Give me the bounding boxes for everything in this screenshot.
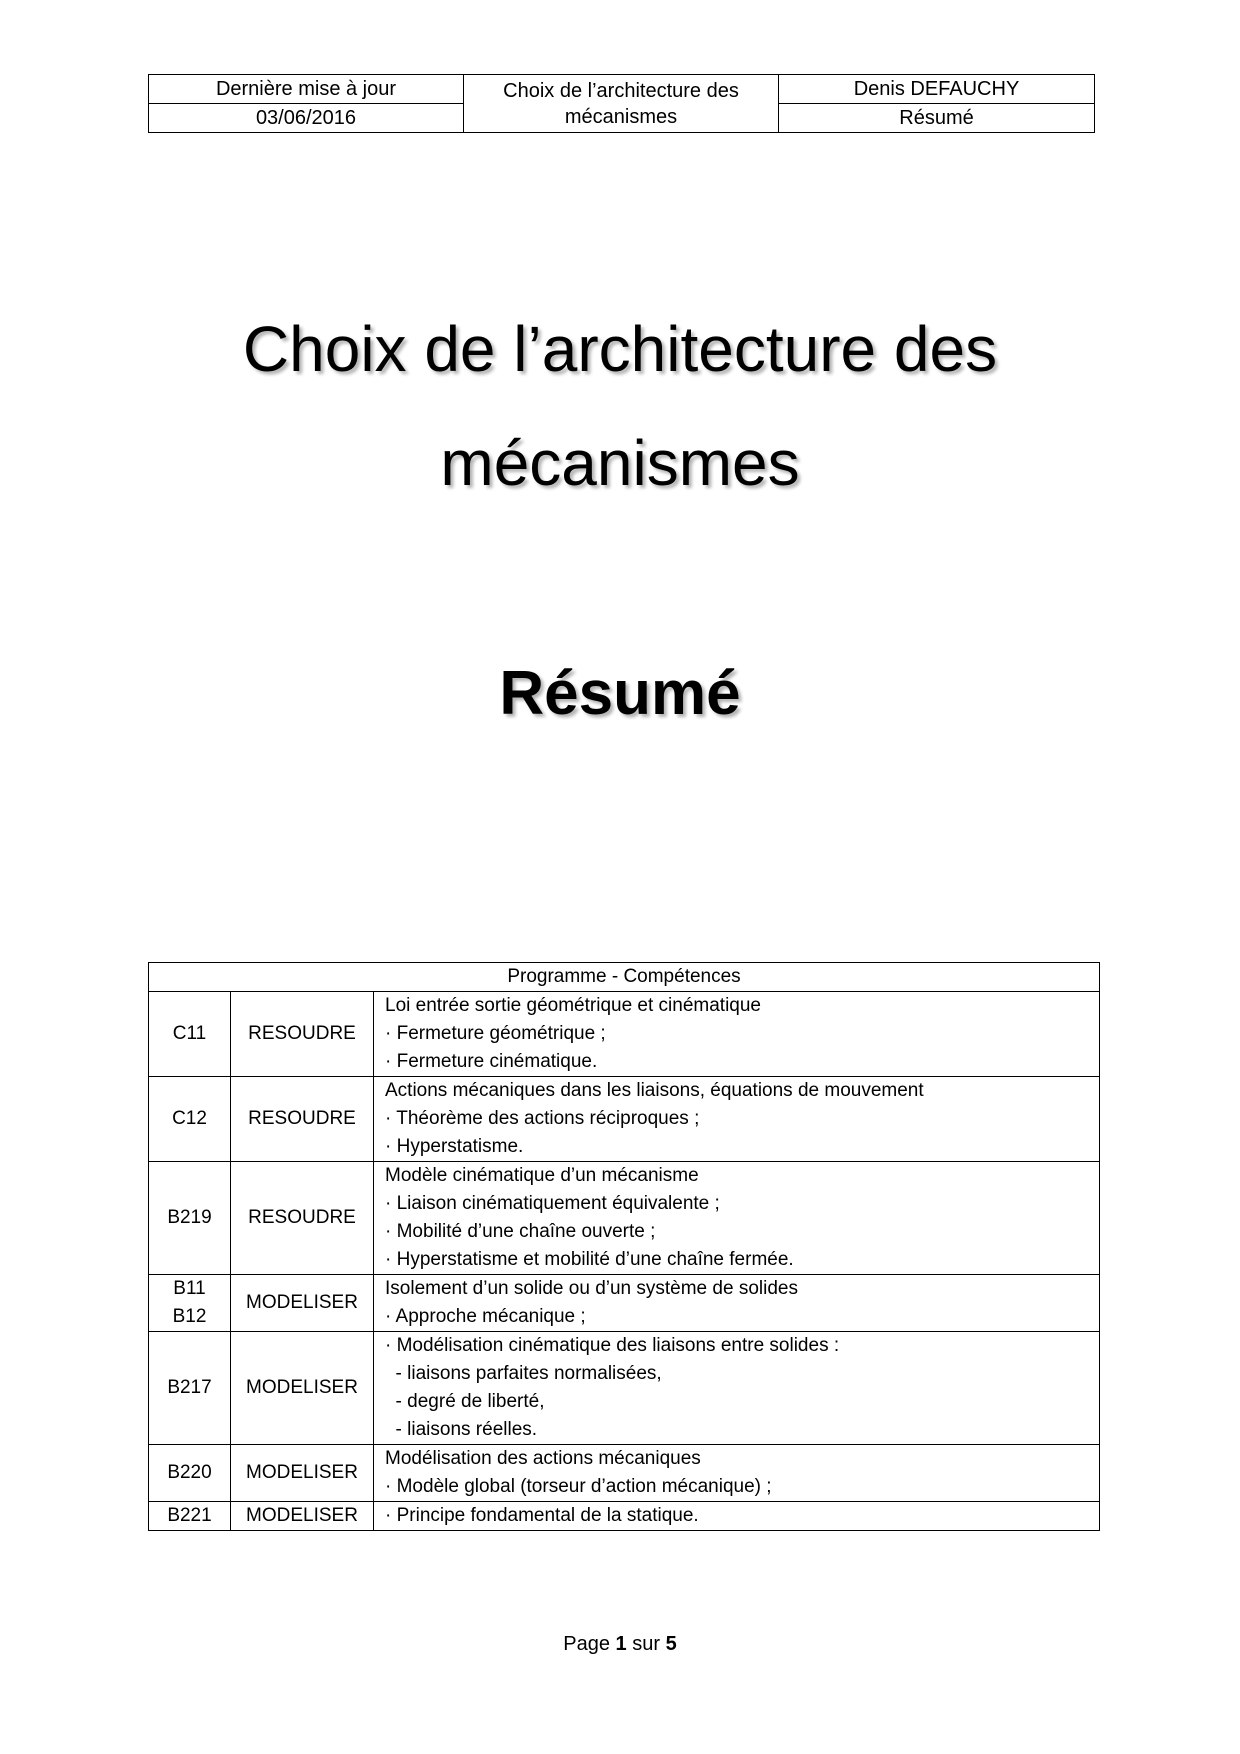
competence-description-line: · Principe fondamental de la statique.: [385, 1505, 699, 1526]
competence-verb: RESOUDRE: [231, 1077, 374, 1162]
page-title-line-2: mécanismes: [440, 427, 800, 499]
competence-code-value: B12: [172, 1306, 207, 1327]
competences-heading: Programme - Compétences: [149, 963, 1100, 992]
footer-page-current: 1: [615, 1633, 627, 1655]
competence-description: [374, 1162, 1100, 1275]
competence-verb: RESOUDRE: [231, 992, 374, 1077]
competence-description-line: Isolement d’un solide ou d’un système de solides: [385, 1278, 798, 1299]
competence-description-line: · Mobilité d’une chaîne ouverte ;: [385, 1221, 656, 1242]
competence-code-value: C11: [172, 1023, 207, 1044]
competence-description-line: · Fermeture cinématique.: [385, 1051, 598, 1072]
competence-description: [374, 1077, 1100, 1162]
competence-description-line: · Liaison cinématiquement équivalente ;: [385, 1193, 720, 1214]
competence-description-line: · Fermeture géométrique ;: [385, 1023, 606, 1044]
competence-code-value: B217: [167, 1377, 212, 1398]
competence-verb: MODELISER: [231, 1332, 374, 1445]
competence-row: [149, 992, 1100, 1077]
competence-row: [149, 1162, 1100, 1275]
header-author: Denis DEFAUCHY: [779, 75, 1095, 104]
competence-verb: MODELISER: [231, 1502, 374, 1531]
header-table: [148, 74, 1095, 133]
page-title: [0, 292, 1240, 520]
competence-description-line: - liaisons réelles.: [385, 1419, 538, 1440]
page-title-line-1: Choix de l’architecture des: [242, 313, 998, 385]
competence-code-value: B11: [173, 1278, 206, 1299]
competence-row: [149, 1445, 1100, 1502]
competence-code: [149, 992, 231, 1077]
competence-row: [149, 1502, 1100, 1531]
competence-description-line: Modèle cinématique d’un mécanisme: [385, 1165, 699, 1186]
page-footer: [0, 1630, 1240, 1658]
footer-page-label: Page: [563, 1633, 610, 1655]
header-doc-title: Choix de l’architecture des mécanismes: [464, 75, 779, 133]
competence-description: [374, 1275, 1100, 1332]
competence-description: [374, 1445, 1100, 1502]
header-doc-type: Résumé: [779, 104, 1095, 133]
competence-description-line: · Théorème des actions réciproques ;: [385, 1108, 700, 1129]
competence-description-line: Loi entrée sortie géométrique et cinématique: [385, 995, 762, 1016]
competence-verb: RESOUDRE: [231, 1162, 374, 1275]
competence-description-line: · Modélisation cinématique des liaisons entre solides :: [385, 1335, 840, 1356]
competence-code: [149, 1077, 231, 1162]
competence-code: [149, 1332, 231, 1445]
update-label: Dernière mise à jour: [149, 75, 464, 104]
competence-code: [149, 1502, 231, 1531]
footer-separator: sur: [632, 1633, 661, 1655]
competence-row: [149, 1275, 1100, 1332]
competence-description-line: - degré de liberté,: [385, 1391, 545, 1412]
competence-code-value: B221: [167, 1505, 212, 1526]
competence-code-value: B220: [167, 1462, 212, 1483]
competences-table: [148, 962, 1100, 1531]
competence-code-value: B219: [167, 1207, 212, 1228]
competence-description: [374, 992, 1100, 1077]
competence-row: [149, 1077, 1100, 1162]
competences-body: [149, 992, 1100, 1531]
competence-description-line: - liaisons parfaites normalisées,: [385, 1363, 662, 1384]
competence-code-value: C12: [172, 1108, 207, 1129]
competence-row: [149, 1332, 1100, 1445]
footer-page-total: 5: [665, 1633, 677, 1655]
competence-description-line: · Approche mécanique ;: [385, 1306, 586, 1327]
competence-description-line: Actions mécaniques dans les liaisons, équations de mouvement: [385, 1080, 924, 1101]
competence-verb: MODELISER: [231, 1275, 374, 1332]
competence-code: [149, 1445, 231, 1502]
competence-code: [149, 1162, 231, 1275]
competence-description: [374, 1502, 1100, 1531]
competence-description-line: · Hyperstatisme.: [385, 1136, 524, 1157]
competence-verb: MODELISER: [231, 1445, 374, 1502]
competence-code: [149, 1275, 231, 1332]
competence-description-line: · Modèle global (torseur d’action mécanique) ;: [385, 1476, 772, 1497]
competence-description: [374, 1332, 1100, 1445]
header-date: 03/06/2016: [149, 104, 464, 133]
competence-description-line: · Hyperstatisme et mobilité d’une chaîne fermée.: [385, 1249, 794, 1270]
competence-description-line: Modélisation des actions mécaniques: [385, 1448, 701, 1469]
page-subtitle: Résumé: [499, 659, 741, 728]
